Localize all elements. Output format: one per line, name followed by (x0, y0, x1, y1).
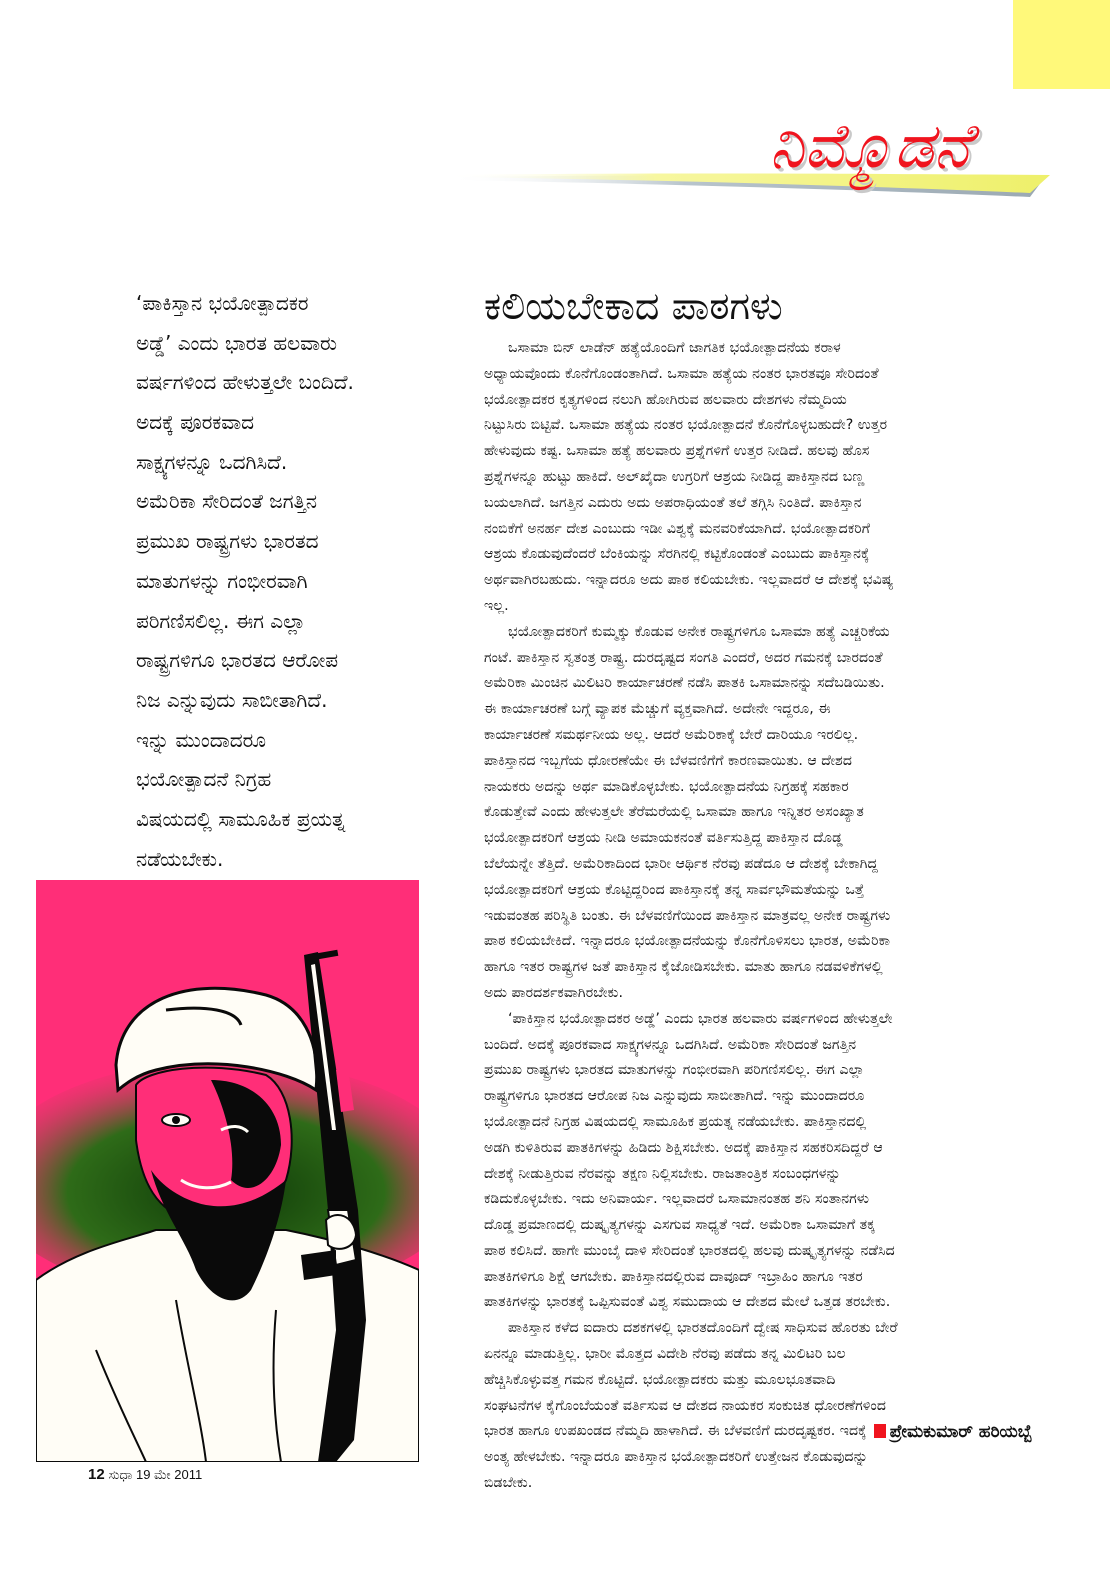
article-title: ಕಲಿಯಬೇಕಾದ ಪಾಠಗಳು (484, 284, 783, 328)
article (484, 282, 1034, 1497)
article-line: ಪಾಠ ಕಲಿಯಬೇಕಿದೆ. ಇನ್ನಾದರೂ ಭಯೋತ್ಪಾದನೆಯನ್ನು ಕೊನೆಗೊಳಿಸಲು ಭಾರತ, ಅಮೆರಿಕಾ (484, 933, 891, 950)
article-line: ಪಾಕಿಸ್ತಾನ ಕಳೆದ ಐದಾರು ದಶಕಗಳಲ್ಲಿ ಭಾರತದೊಂದಿಗೆ ದ್ವೇಷ ಸಾಧಿಸುವ ಹೊರತು ಬೇರೆ (508, 1320, 898, 1337)
magazine-name: ಸುಧಾ (108, 1467, 133, 1482)
article-line: ಈ ಕಾರ್ಯಾಚರಣೆ ಬಗ್ಗೆ ವ್ಯಾಪಕ ಮೆಚ್ಚುಗೆ ವ್ಯಕ್ತವಾಗಿದೆ. ಅದೇನೇ ಇದ್ದರೂ, ಈ (484, 701, 831, 718)
article-line: ಹಾಗೂ ಇತರ ರಾಷ್ಟ್ರಗಳ ಜತೆ ಪಾಕಿಸ್ತಾನ ಕೈಜೋಡಿಸಬೇಕು. ಮಾತು ಹಾಗೂ ನಡವಳಿಕೆಗಳಲ್ಲಿ (484, 959, 883, 976)
article-line: ಕಡಿದುಕೊಳ್ಳಬೇಕು. ಇದು ಅನಿವಾರ್ಯ. ಇಲ್ಲವಾದರೆ ಒಸಾಮಾನಂತಹ ಶನಿ ಸಂತಾನಗಳು (484, 1191, 870, 1208)
article-line: ಭಯೋತ್ಪಾದಕರಿಗೆ ಆಶ್ರಯ ನೀಡಿ ಅಮಾಯಕನಂತೆ ವರ್ತಿಸುತ್ತಿದ್ದ ಪಾಕಿಸ್ತಾನ ದೊಡ್ಡ (484, 830, 843, 847)
section-title: ನಿಮ್ಮೊಡನೆ (769, 109, 971, 182)
pullquote-line: ನಿಜ ಎನ್ನುವುದು ಸಾಬೀತಾಗಿದೆ. (136, 687, 328, 712)
pullquote-line: ವರ್ಷಗಳಿಂದ ಹೇಳುತ್ತಲೇ ಬಂದಿದೆ. (136, 370, 354, 395)
article-line: ರಾಷ್ಟ್ರಗಳಿಗೂ ಭಾರತದ ಆರೋಪ ನಿಜ ಎನ್ನುವುದು ಸಾಬೀತಾಗಿದೆ. ಇನ್ನು ಮುಂದಾದರೂ (484, 1088, 865, 1105)
portrait-illustration (36, 880, 419, 1462)
article-line: ಬೆಲೆಯನ್ನೇ ತೆತ್ತಿದೆ. ಅಮೆರಿಕಾದಿಂದ ಭಾರೀ ಆರ್ಥಿಕ ನೆರವು ಪಡೆದೂ ಆ ದೇಶಕ್ಕೆ ಬೇಕಾಗಿದ್ದ (484, 855, 878, 872)
pullquote-line: ಪ್ರಮುಖ ರಾಷ್ಟ್ರಗಳು ಭಾರತದ (136, 529, 319, 554)
article-line: ಭಯೋತ್ಪಾದಕರ ಕೃತ್ಯಗಳಿಂದ ನಲುಗಿ ಹೋಗಿರುವ ಹಲವಾರು ದೇಶಗಳು ನೆಮ್ಮದಿಯ (484, 391, 847, 408)
article-line: ಹೇಳುವುದು ಕಷ್ಟ. ಒಸಾಮಾ ಹತ್ಯೆ ಹಲವಾರು ಪ್ರಶ್ನೆಗಳಿಗೆ ಉತ್ತರ ನೀಡಿದೆ. ಹಲವು ಹೊಸ (484, 443, 870, 460)
pullquote-line: ಅಮೆರಿಕಾ ಸೇರಿದಂತೆ ಜಗತ್ತಿನ (136, 489, 317, 514)
article-body (484, 336, 1034, 1497)
article-line: ಪಾತಕಿಗಳನ್ನು ಭಾರತಕ್ಕೆ ಒಪ್ಪಿಸುವಂತೆ ವಿಶ್ವ ಸಮುದಾಯ ಆ ದೇಶದ ಮೇಲೆ ಒತ್ತಡ ತರಬೇಕು. (484, 1294, 891, 1311)
pullquote-line: ಅದಕ್ಕೆ ಪೂರಕವಾದ (136, 410, 255, 435)
article-line: ಪಾತಕಿಗಳಿಗೂ ಶಿಕ್ಷೆ ಆಗಬೇಕು. ಪಾಕಿಸ್ತಾನದಲ್ಲಿರುವ ದಾವೂದ್ ಇಬ್ರಾಹಿಂ ಹಾಗೂ ಇತರ (484, 1268, 863, 1285)
article-line: ಅಮೆರಿಕಾ ಮಿಂಚಿನ ಮಿಲಿಟರಿ ಕಾರ್ಯಾಚರಣೆ ನಡೆಸಿ ಪಾತಕಿ ಒಸಾಮಾನನ್ನು ಸದೆಬಡಿಯಿತು. (484, 675, 885, 692)
article-line: ಅದು ಪಾರದರ್ಶಕವಾಗಿರಬೇಕು. (484, 984, 623, 1001)
article-line: ಇಡುವಂತಹ ಪರಿಸ್ಥಿತಿ ಬಂತು. ಈ ಬೆಳವಣಿಗೆಯಿಂದ ಪಾಕಿಸ್ತಾನ ಮಾತ್ರವಲ್ಲ ಅನೇಕ ರಾಷ್ಟ್ರಗಳು (484, 907, 891, 924)
article-line: ಭಯೋತ್ಪಾದಕರಿಗೆ ಕುಮ್ಮಕ್ಕು ಕೊಡುವ ಅನೇಕ ರಾಷ್ಟ್ರಗಳಿಗೂ ಒಸಾಮಾ ಹತ್ಯೆ ಎಚ್ಚರಿಕೆಯ (508, 623, 890, 640)
page-number: 12 (88, 1466, 105, 1483)
article-line: ಏನನ್ನೂ ಮಾಡುತ್ತಿಲ್ಲ. ಭಾರೀ ಮೊತ್ತದ ವಿದೇಶಿ ನೆರವು ಪಡೆದು ತನ್ನ ಮಿಲಿಟರಿ ಬಲ (484, 1346, 846, 1363)
pullquote-line: ರಾಷ್ಟ್ರಗಳಿಗೂ ಭಾರತದ ಆರೋಪ (136, 648, 339, 673)
author-name: ಪ್ರೇಮಕುಮಾರ್ ಹರಿಯಬ್ಬೆ (889, 1422, 1032, 1442)
article-line: ದೇಶಕ್ಕೆ ನೀಡುತ್ತಿರುವ ನೆರವನ್ನು ತಕ್ಷಣ ನಿಲ್ಲಿಸಬೇಕು. ರಾಜತಾಂತ್ರಿಕ ಸಂಬಂಧಗಳನ್ನು (484, 1165, 841, 1182)
article-line: ಪಾಕಿಸ್ತಾನದ ಇಬ್ಬಗೆಯ ಧೋರಣೆಯೇ ಈ ಬೆಳವಣಿಗೆಗೆ ಕಾರಣವಾಯಿತು. ಆ ದೇಶದ (484, 752, 852, 769)
pullquote-line: ನಡೆಯಬೇಕು. (136, 846, 224, 871)
article-line: ಅಡಗಿ ಕುಳಿತಿರುವ ಪಾತಕಿಗಳನ್ನು ಹಿಡಿದು ಶಿಕ್ಷಿಸಬೇಕು. ಅದಕ್ಕೆ ಪಾಕಿಸ್ತಾನ ಸಹಕರಿಸದಿದ್ದರೆ ಆ (484, 1139, 883, 1156)
article-line: ಪ್ರಶ್ನೆಗಳನ್ನೂ ಹುಟ್ಟು ಹಾಕಿದೆ. ಅಲ್‌ಖೈದಾ ಉಗ್ರರಿಗೆ ಆಶ್ರಯ ನೀಡಿದ್ದ ಪಾಕಿಸ್ತಾನದ ಬಣ್ಣ (484, 468, 865, 485)
article-line: ಕಾರ್ಯಾಚರಣೆ ಸಮರ್ಥನೀಯ ಅಲ್ಲ. ಆದರೆ ಅಮೆರಿಕಾಕ್ಕೆ ಬೇರೆ ದಾರಿಯೂ ಇರಲಿಲ್ಲ. (484, 726, 859, 743)
article-line: ನಾಯಕರು ಅದನ್ನು ಅರ್ಥ ಮಾಡಿಕೊಳ್ಳಬೇಕು. ಭಯೋತ್ಪಾದನೆಯ ನಿಗ್ರಹಕ್ಕೆ ಸಹಕಾರ (484, 778, 849, 795)
article-line: ಗಂಟೆ. ಪಾಕಿಸ್ತಾನ ಸ್ವತಂತ್ರ ರಾಷ್ಟ್ರ. ದುರದೃಷ್ಟದ ಸಂಗತಿ ಎಂದರೆ, ಅದರ ಗಮನಕ್ಕೆ ಬಾರದಂತೆ (484, 649, 883, 666)
article-line: ಒಸಾಮಾ ಬಿನ್ ಲಾಡೆನ್ ಹತ್ಯೆಯೊಂದಿಗೆ ಜಾಗತಿಕ ಭಯೋತ್ಪಾದನೆಯ ಕರಾಳ (508, 340, 841, 356)
article-line: ಆಶ್ರಯ ಕೊಡುವುದೆಂದರೆ ಬೆಂಕಿಯನ್ನು ಸೆರಗಿನಲ್ಲಿ ಕಟ್ಟಿಕೊಂಡಂತೆ ಎಂಬುದು ಪಾಕಿಸ್ತಾನಕ್ಕೆ (484, 546, 870, 563)
article-line: ಸಂಘಟನೆಗಳ ಕೈಗೊಂಬೆಯಂತೆ ವರ್ತಿಸುವ ಆ ದೇಶದ ನಾಯಕರ ಸಂಕುಚಿತ ಧೋರಣೆಗಳಿಂದ (484, 1397, 886, 1414)
pullquote-line: ಸಾಕ್ಷ್ಯಗಳನ್ನೂ ಒದಗಿಸಿದೆ. (136, 449, 288, 474)
article-line: ಪ್ರಮುಖ ರಾಷ್ಟ್ರಗಳು ಭಾರತದ ಮಾತುಗಳನ್ನು ಗಂಭೀರವಾಗಿ ಪರಿಗಣಿಸಲಿಲ್ಲ. ಈಗ ಎಲ್ಲಾ (484, 1062, 865, 1079)
illustration-art (36, 880, 419, 1462)
pullquote-line: ಮಾತುಗಳನ್ನು ಗಂಭೀರವಾಗಿ (136, 568, 308, 593)
byline (874, 1418, 1032, 1446)
article-line: ಇಲ್ಲ. (484, 597, 509, 614)
article-line: ಅಧ್ಯಾಯವೊಂದು ಕೊನೆಗೊಂಡಂತಾಗಿದೆ. ಒಸಾಮಾ ಹತ್ಯೆಯ ನಂತರ ಭಾರತವೂ ಸೇರಿದಂತೆ (484, 365, 879, 382)
article-line: ಬಿಡಬೇಕು. (484, 1475, 533, 1492)
pullquote-line: ಅಡ್ಡೆ’ ಎಂದು ಭಾರತ ಹಲವಾರು (136, 330, 337, 355)
article-line: ನಿಟ್ಟುಸಿರು ಬಿಟ್ಟಿವೆ. ಒಸಾಮಾ ಹತ್ಯೆಯ ನಂತರ ಭಯೋತ್ಪಾದನೆ ಕೊನೆಗೊಳ್ಳಬಹುದೇ? ಉತ್ತರ (484, 417, 888, 434)
article-line: ಬಂದಿದೆ. ಅದಕ್ಕೆ ಪೂರಕವಾದ ಸಾಕ್ಷ್ಯಗಳನ್ನೂ ಒದಗಿಸಿದೆ. ಅಮೆರಿಕಾ ಸೇರಿದಂತೆ ಜಗತ್ತಿನ (484, 1036, 857, 1053)
corner-color-block (1013, 0, 1110, 89)
article-line: ‘ಪಾಕಿಸ್ತಾನ ಭಯೋತ್ಪಾದಕರ ಅಡ್ಡೆ’ ಎಂದು ಭಾರತ ಹಲವಾರು ವರ್ಷಗಳಿಂದ ಹೇಳುತ್ತಲೇ (508, 1010, 893, 1027)
pullquote-line: ಪರಿಗಣಿಸಲಿಲ್ಲ. ಈಗ ಎಲ್ಲಾ (136, 608, 306, 633)
byline-marker-icon (874, 1424, 886, 1438)
pullquote-line: ಇನ್ನು ಮುಂದಾದರೂ (136, 727, 267, 752)
pullquote (136, 284, 436, 879)
article-line: ಕೊಡುತ್ತೇವೆ ಎಂದು ಹೇಳುತ್ತಲೇ ತೆರೆಮರೆಯಲ್ಲಿ ಒಸಾಮಾ ಹಾಗೂ ಇನ್ನಿತರ ಅಸಂಖ್ಯಾತ (484, 804, 864, 821)
article-line: ಭಯೋತ್ಪಾದಕರಿಗೆ ಆಶ್ರಯ ಕೊಟ್ಟಿದ್ದರಿಂದ ಪಾಕಿಸ್ತಾನಕ್ಕೆ ತನ್ನ ಸಾರ್ವಭೌಮತೆಯನ್ನು ಒತ್ತೆ (484, 881, 865, 898)
article-line: ಅಂತ್ಯ ಹೇಳಬೇಕು. ಇನ್ನಾದರೂ ಪಾಕಿಸ್ತಾನ ಭಯೋತ್ಪಾದಕರಿಗೆ ಉತ್ತೇಜನ ಕೊಡುವುದನ್ನು (484, 1449, 868, 1466)
article-line: ಪಾಠ ಕಲಿಸಿದೆ. ಹಾಗೇ ಮುಂಬೈ ದಾಳಿ ಸೇರಿದಂತೆ ಭಾರತದಲ್ಲಿ ಹಲವು ದುಷ್ಕೃತ್ಯಗಳನ್ನು ನಡೆಸಿದ (484, 1242, 895, 1259)
issue-date: 19 ಮೇ 2011 (135, 1467, 203, 1482)
article-line: ಬಯಲಾಗಿದೆ. ಜಗತ್ತಿನ ಎದುರು ಅದು ಅಪರಾಧಿಯಂತೆ ತಲೆ ತಗ್ಗಿಸಿ ನಿಂತಿದೆ. ಪಾಕಿಸ್ತಾನ (484, 494, 862, 511)
article-line: ನಂಬಿಕೆಗೆ ಅನರ್ಹ ದೇಶ ಎಂಬುದು ಇಡೀ ವಿಶ್ವಕ್ಕೆ ಮನವರಿಕೆಯಾಗಿದೆ. ಭಯೋತ್ಪಾದಕರಿಗೆ (484, 520, 870, 537)
article-line: ಭಯೋತ್ಪಾದನೆ ನಿಗ್ರಹ ವಿಷಯದಲ್ಲಿ ಸಾಮೂಹಿಕ ಪ್ರಯತ್ನ ನಡೆಯಬೇಕು. ಪಾಕಿಸ್ತಾನದಲ್ಲಿ (484, 1113, 867, 1130)
pullquote-line: ಭಯೋತ್ಪಾದನೆ ನಿಗ್ರಹ (136, 767, 272, 792)
pullquote-line: ವಿಷಯದಲ್ಲಿ ಸಾಮೂಹಿಕ ಪ್ರಯತ್ನ (136, 806, 346, 831)
pullquote-line: ‘ಪಾಕಿಸ್ತಾನ ಭಯೋತ್ಪಾದಕರ (136, 291, 309, 315)
article-line: ಅರ್ಥವಾಗಿರಬಹುದು. ಇನ್ನಾದರೂ ಅದು ಪಾಠ ಕಲಿಯಬೇಕು. ಇಲ್ಲವಾದರೆ ಆ ದೇಶಕ್ಕೆ ಭವಿಷ್ಯ (484, 572, 894, 589)
page-footer (88, 1465, 202, 1485)
article-line: ಭಾರತ ಹಾಗೂ ಉಪಖಂಡದ ನೆಮ್ಮದಿ ಹಾಳಾಗಿದೆ. ಈ ಬೆಳವಣಿಗೆ ದುರದೃಷ್ಟಕರ. ಇದಕ್ಕೆ (484, 1423, 867, 1440)
article-line: ಹೆಚ್ಚಿಸಿಕೊಳ್ಳುವತ್ತ ಗಮನ ಕೊಟ್ಟಿದೆ. ಭಯೋತ್ಪಾದಕರು ಮತ್ತು ಮೂಲಭೂತವಾದಿ (484, 1371, 836, 1388)
article-line: ದೊಡ್ಡ ಪ್ರಮಾಣದಲ್ಲಿ ದುಷ್ಕೃತ್ಯಗಳನ್ನು ಎಸಗುವ ಸಾಧ್ಯತೆ ಇದೆ. ಅಮೆರಿಕಾ ಒಸಾಮಾಗೆ ತಕ್ಕ (484, 1217, 875, 1234)
